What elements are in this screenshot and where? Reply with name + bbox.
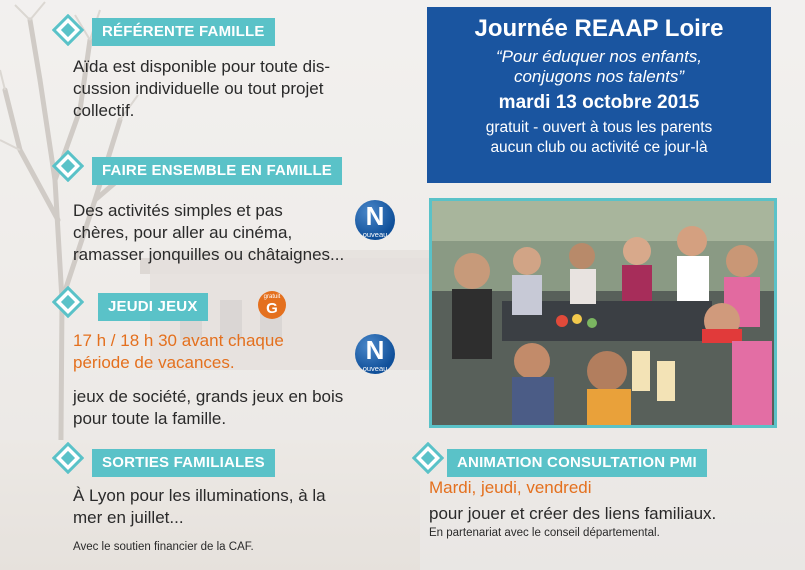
diamond-bullet-icon [52, 14, 84, 46]
jeudi-jeux-schedule: 17 h / 18 h 30 avant chaque période de vacances. [73, 331, 284, 372]
sorties-title: SORTIES FAMILIALES [92, 449, 275, 477]
photo-illustration [432, 201, 774, 425]
nouveau-letter: N [365, 335, 385, 365]
event-announcement [427, 7, 771, 183]
animation-days: Mardi, jeudi, vendredi [429, 478, 592, 497]
faire-ensemble-text: Des activités simples et pas chères, pour aller au cinéma, ramasser jonquilles ou châtaignes... [73, 201, 345, 264]
animation-text: pour jouer et créer des liens familiaux. [429, 504, 717, 523]
nouveau-word: ouveau [362, 230, 388, 239]
diamond-bullet-icon [52, 150, 84, 182]
nouveau-badge-icon [355, 334, 395, 374]
event-date: mardi 13 octobre 2015 [498, 92, 700, 113]
event-title: Journée REAAP Loire [474, 15, 724, 42]
event-info: gratuit - ouvert à tous les parents aucun club ou activité ce jour-là [485, 119, 713, 156]
jeudi-jeux-text: jeux de société, grands jeux en bois pour toute la famille. [73, 387, 344, 428]
referente-text: Aïda est disponible pour toute dis- cussion individuelle ou tout projet collectif. [73, 57, 331, 120]
animation-title: ANIMATION CONSULTATION PMI [447, 449, 707, 477]
caf-support-note: Avec le soutien financier de la CAF. [73, 541, 254, 553]
nouveau-word: ouveau [362, 364, 388, 373]
event-quote: “Pour éduquer nos enfants, conjugons nos talents” [495, 47, 703, 86]
gratuit-letter: G [266, 300, 278, 317]
diamond-bullet-icon [412, 442, 444, 474]
faire-ensemble-title: FAIRE ENSEMBLE EN FAMILLE [92, 157, 342, 185]
gratuit-badge-icon [258, 291, 286, 319]
sorties-text: À Lyon pour les illuminations, à la mer en juillet... [73, 486, 326, 527]
nouveau-letter: N [365, 201, 385, 231]
diamond-bullet-icon [52, 286, 84, 318]
diamond-bullet-icon [52, 442, 84, 474]
families-activity-photo [429, 198, 777, 428]
jeudi-jeux-title: JEUDI JEUX [98, 293, 208, 321]
departement-partnership-note: En partenariat avec le conseil départemental. [429, 527, 660, 539]
gratuit-word: gratuit [263, 294, 281, 300]
nouveau-badge-icon [355, 200, 395, 240]
referente-title: RÉFÉRENTE FAMILLE [92, 18, 275, 46]
